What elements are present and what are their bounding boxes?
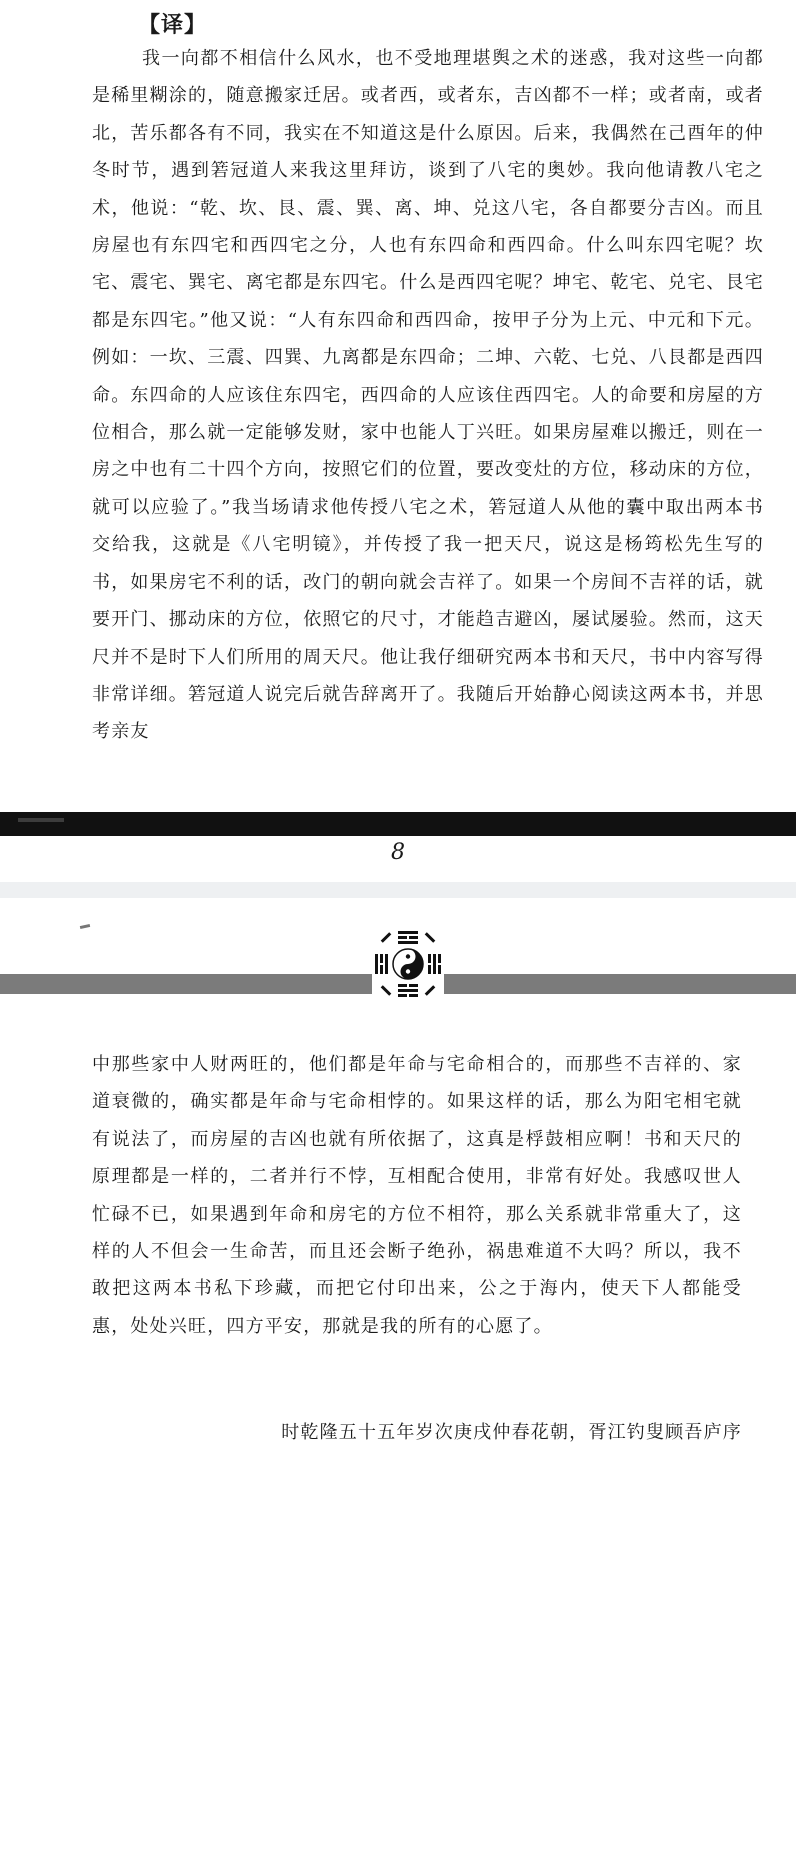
page-gap — [0, 882, 796, 898]
upper-page — [0, 0, 796, 820]
scan-noise — [18, 818, 64, 822]
translation-paragraph-continued: 中那些家中人财两旺的，他们都是年命与宅命相合的，而那些不吉祥的、家道衰微的，确实都是年命与宅命相悖的。如果这样的话，那么为阳宅相宅就有说法了，而房屋的吉凶也就有所依据了，这真是桴鼓相应啊！书和天尺的原理都是一样的，二者并行不悖，互相配合使用，非常有好处。我感叹世人忙碌不已，如果遇到年命和房宅的方位不相符，那么关系就非常重大了，这样的人不但会一生命苦，而且还会断子绝孙，祸患难道不大吗？所以，我不敢把这两本书私下珍藏，而把它付印出来，公之于海内，使天下人都能受惠，处处兴旺，四方平安，那就是我的所有的心愿了。 — [92, 1054, 742, 1337]
page-number: 8 — [391, 840, 405, 865]
translation-heading: 【译】 — [138, 12, 208, 38]
lower-page — [0, 898, 796, 1876]
translation-paragraph: 我一向都不相信什么风水，也不受地理堪舆之术的迷惑，我对这些一向都是稀里糊涂的，随意搬家迁居。或者西，或者东，吉凶都不一样；或者南，或者北，苦乐都各有不同，我实在不知道这是什么原因。后来，我偶然在己酉年的仲冬时节，遇到箬冠道人来我这里拜访，谈到了八宅的奥妙。我向他请教八宅之术，他说：“乾、坎、艮、震、巽、离、坤、兑这八宅，各自都要分吉凶。而且房屋也有东四宅和西四宅之分，人也有东四命和西四命。什么叫东四宅呢？坎宅、震宅、巽宅、离宅都是东四宅。什么是西四宅呢？坤宅、乾宅、兑宅、艮宅都是东四宅。”他又说：“人有东四命和西四命，按甲子分为上元、中元和下元。例如：一坎、三震、四巽、九离都是东四命；二坤、六乾、七兑、八艮都是西四命。东四命的人应该住东四宅，西四命的人应该住西四宅。人的命要和房屋的方位相合，那么就一定能够发财，家中也能人丁兴旺。如果房屋难以搬迁，则在一房之中也有二十四个方向，按照它们的位置，要改变灶的方位，移动床的方位，就可以应验了。”我当场请求他传授八宅之术，箬冠道人从他的囊中取出两本书交给我，这就是《八宅明镜》，并传授了我一把天尺，说这是杨筠松先生写的书，如果房宅不利的话，改门的朝向就会吉祥了。如果一个房间不吉祥的话，就要开门、挪动床的方位，依照它的尺寸，才能趋吉避凶，屡试屡验。然而，这天尺并不是时下人们所用的周天尺。他让我仔细研究两本书和天尺，书中内容写得非常详细。箬冠道人说完后就告辞离开了。我随后开始静心阅读这两本书，并思考亲友 — [92, 48, 764, 743]
bagua-yin-yang-icon — [372, 928, 444, 1000]
scan-edge-bar — [0, 812, 796, 836]
preface-signature: 时乾隆五十五年岁次庚戌仲春花朝，胥江钓叟顾吾庐序 — [281, 1422, 742, 1443]
